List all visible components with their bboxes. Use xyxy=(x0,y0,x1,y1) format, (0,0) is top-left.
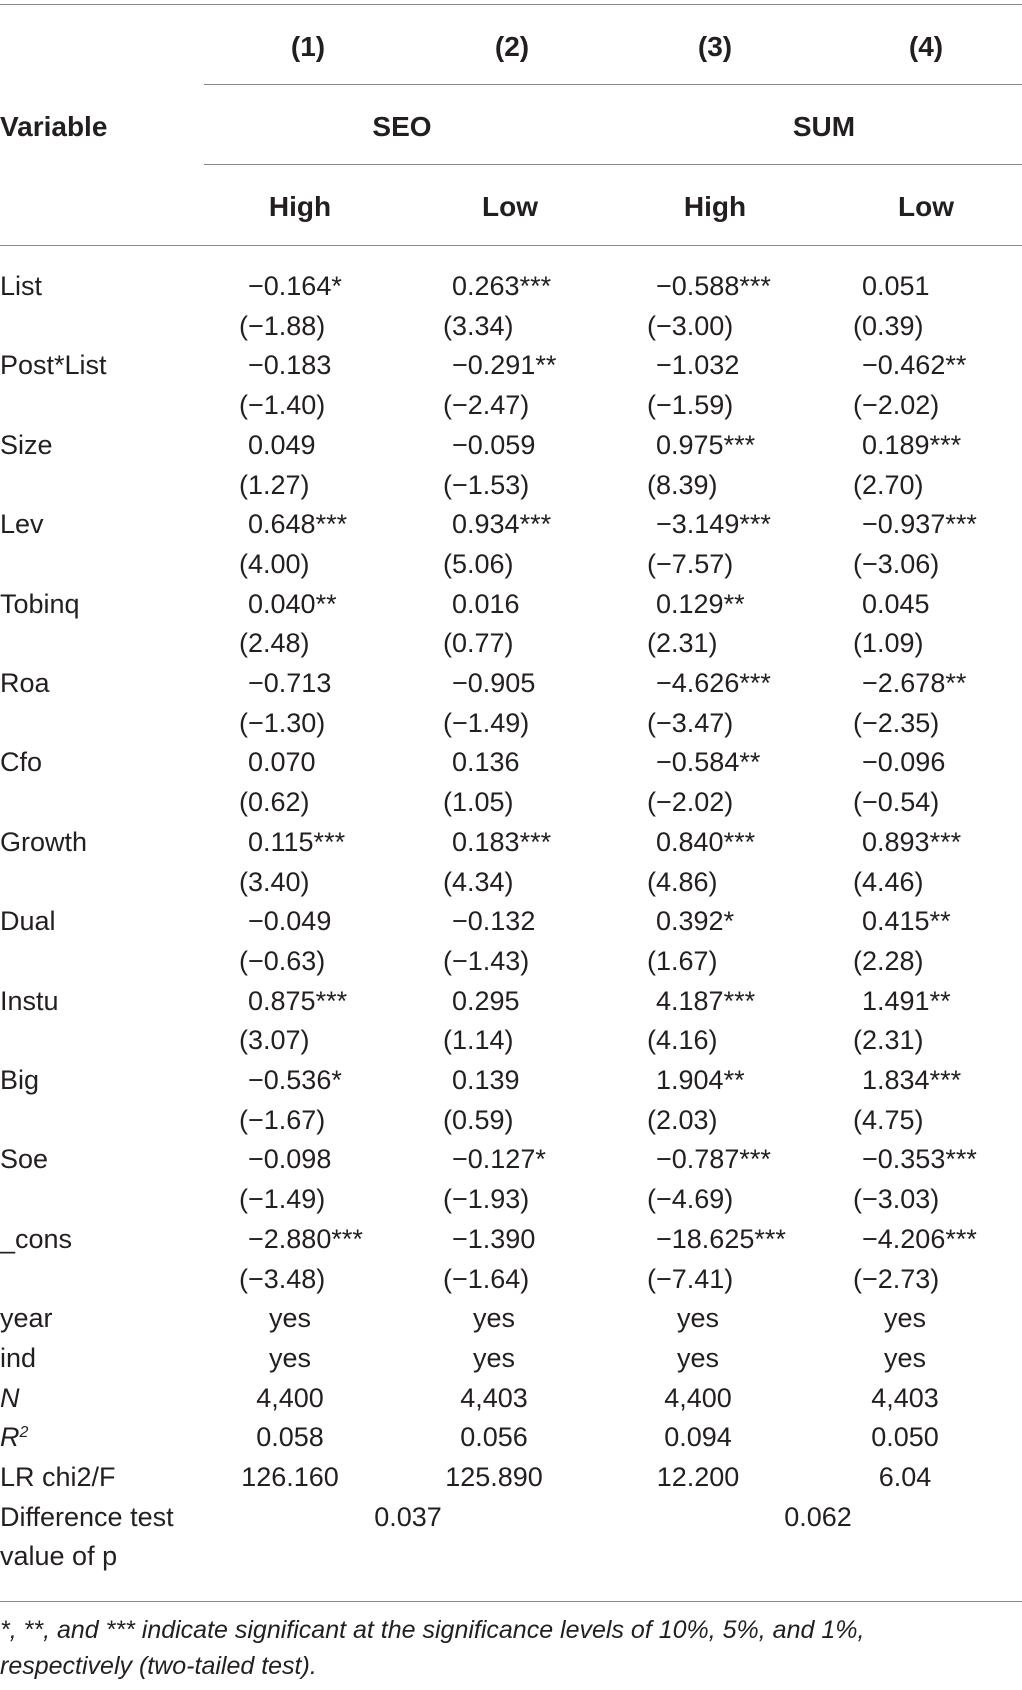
table-row xyxy=(0,941,1022,981)
variable-label: ind xyxy=(0,1342,37,1373)
t-stat-cell: (−2.35) xyxy=(853,707,940,738)
stat-cell: 0.050 xyxy=(871,1422,939,1453)
col-number-3: (3) xyxy=(697,31,733,62)
coef-cell: −0.059 xyxy=(452,429,536,460)
coef-cell: 0.129** xyxy=(656,588,745,619)
stat-cell: 12.200 xyxy=(656,1462,740,1492)
stat-cell: 4,403 xyxy=(871,1382,939,1413)
t-stat-cell: (−7.57) xyxy=(647,548,734,579)
t-stat-cell: (−1.59) xyxy=(647,390,734,421)
coef-cell: 4.187*** xyxy=(656,985,756,1016)
t-stat-cell: (−1.53) xyxy=(443,469,530,500)
coef-cell: −0.098 xyxy=(248,1144,332,1175)
t-stat-cell: (−1.49) xyxy=(239,1184,326,1215)
t-stat-cell: (4.86) xyxy=(647,866,718,897)
variable-name xyxy=(0,1378,20,1418)
t-stat-cell: (−1.88) xyxy=(239,310,326,341)
coef-cell: 0.040** xyxy=(248,588,337,619)
coef-cell: −0.937*** xyxy=(862,509,977,540)
variable-name: List xyxy=(0,271,43,301)
subgroup-header-3: High xyxy=(683,191,747,222)
stat-cell: 0.094 xyxy=(664,1422,732,1453)
coef-cell: −0.536* xyxy=(248,1065,342,1095)
variable-name xyxy=(0,1457,116,1497)
coef-cell: 0.893*** xyxy=(862,826,962,857)
coef-cell: −2.880*** xyxy=(248,1223,363,1254)
t-stat-cell: (−1.43) xyxy=(443,945,530,976)
t-stat-cell: (−1.93) xyxy=(443,1184,530,1215)
table-row xyxy=(0,1536,1022,1576)
header-rule-1 xyxy=(204,84,1022,85)
t-stat-cell: (0.62) xyxy=(239,787,310,818)
difference-p-value: 0.062 xyxy=(784,1501,852,1532)
header-bottom-rule xyxy=(0,245,1022,246)
t-stat-cell: (−1.67) xyxy=(239,1104,326,1135)
t-stat-cell: (2.48) xyxy=(239,628,310,659)
coef-cell: −0.584** xyxy=(656,747,761,778)
coef-cell: −0.049 xyxy=(248,906,332,937)
coef-cell: 0.840*** xyxy=(656,826,756,857)
coef-cell: 0.045 xyxy=(862,588,930,619)
t-stat-cell: (−1.49) xyxy=(443,707,530,738)
fixed-effect-cell: yes xyxy=(676,1303,720,1334)
variable-label: R xyxy=(0,1422,20,1453)
group-header-sum: SUM xyxy=(792,111,856,142)
coef-cell: 0.115*** xyxy=(248,826,346,857)
t-stat-cell: (8.39) xyxy=(647,469,718,500)
t-stat-cell: (4.16) xyxy=(647,1025,718,1056)
variable-name: Growth xyxy=(0,826,88,857)
table-row xyxy=(0,1457,1022,1497)
t-stat-cell: (−4.69) xyxy=(647,1184,734,1215)
variable-name: Cfo xyxy=(0,747,43,778)
table-row xyxy=(0,822,1022,862)
t-stat-cell: (−2.47) xyxy=(443,390,530,421)
subgroup-header-4: Low xyxy=(898,191,954,222)
fixed-effect-cell: yes xyxy=(472,1303,516,1334)
table-row xyxy=(0,1298,1022,1338)
t-stat-cell: (0.59) xyxy=(443,1104,514,1135)
t-stat-cell: (1.05) xyxy=(443,787,514,818)
coef-cell: 0.189*** xyxy=(862,429,962,460)
variable-name xyxy=(0,1338,36,1378)
coef-cell: 1.904** xyxy=(656,1065,745,1095)
t-stat-cell: (4.00) xyxy=(239,548,310,579)
stat-cell: 6.04 xyxy=(878,1462,932,1492)
table-row xyxy=(0,1219,1022,1259)
table-row xyxy=(0,1417,1022,1457)
coef-cell: 0.934*** xyxy=(452,509,552,540)
t-stat-cell: (2.31) xyxy=(647,628,718,659)
t-stat-cell: (5.06) xyxy=(443,548,514,579)
t-stat-cell: (3.07) xyxy=(239,1025,310,1056)
coef-cell: −0.096 xyxy=(862,747,946,778)
variable-name: _cons xyxy=(0,1223,73,1254)
table-row xyxy=(0,742,1022,782)
stat-cell: 4,400 xyxy=(664,1382,732,1413)
variable-name: Post*List xyxy=(0,350,107,381)
fixed-effect-cell: yes xyxy=(268,1303,312,1334)
coef-cell: −0.132 xyxy=(452,906,536,937)
variable-header: Variable xyxy=(0,111,108,142)
fixed-effect-cell: yes xyxy=(883,1342,927,1373)
coef-cell: −4.626*** xyxy=(656,668,771,698)
coef-cell: 0.648*** xyxy=(248,509,348,540)
variable-name: Roa xyxy=(0,668,50,698)
t-stat-cell: (3.34) xyxy=(443,310,514,341)
t-stat-cell: (0.77) xyxy=(443,628,514,659)
coef-cell: −2.678** xyxy=(862,668,967,698)
coef-cell: 0.875*** xyxy=(248,985,348,1016)
fixed-effect-cell: yes xyxy=(883,1303,927,1334)
coef-cell: −0.127* xyxy=(452,1144,546,1175)
table-row xyxy=(0,1378,1022,1418)
table-row xyxy=(0,584,1022,624)
coef-cell: 0.051 xyxy=(862,271,930,301)
table-row xyxy=(0,1020,1022,1060)
table-row xyxy=(0,782,1022,822)
t-stat-cell: (−3.03) xyxy=(853,1184,940,1215)
coef-cell: 0.049 xyxy=(248,429,316,460)
t-stat-cell: (−1.30) xyxy=(239,707,326,738)
coef-cell: 0.295 xyxy=(452,985,520,1016)
t-stat-cell: (1.27) xyxy=(239,469,310,500)
t-stat-cell: (4.34) xyxy=(443,866,514,897)
coef-cell: −0.713 xyxy=(248,668,332,698)
t-stat-cell: (0.39) xyxy=(853,310,924,341)
table-row xyxy=(0,345,1022,385)
variable-label: year xyxy=(0,1303,53,1334)
fixed-effect-cell: yes xyxy=(472,1342,516,1373)
variable-name: Lev xyxy=(0,509,44,540)
t-stat-cell: (1.14) xyxy=(443,1025,514,1056)
variable-label: LR chi2/F xyxy=(0,1462,116,1492)
t-stat-cell: (−2.02) xyxy=(647,787,734,818)
coef-cell: 0.183*** xyxy=(452,826,552,857)
coef-cell: −18.625*** xyxy=(656,1223,786,1254)
coef-cell: −3.149*** xyxy=(656,509,771,540)
t-stat-cell: (4.75) xyxy=(853,1104,924,1135)
t-stat-cell: (−1.64) xyxy=(443,1263,530,1294)
t-stat-cell: (2.70) xyxy=(853,469,924,500)
table-row xyxy=(0,306,1022,346)
t-stat-cell: (−3.00) xyxy=(647,310,734,341)
coef-cell: −0.588*** xyxy=(656,271,771,301)
stat-cell: 0.056 xyxy=(460,1422,528,1453)
difference-p-value: 0.037 xyxy=(374,1501,442,1532)
col-number-1: (1) xyxy=(290,31,326,62)
variable-label: N xyxy=(0,1382,20,1413)
stat-cell: 125.890 xyxy=(445,1462,543,1492)
table-row xyxy=(0,981,1022,1021)
subgroup-header-1: High xyxy=(268,191,332,222)
subgroup-header-2: Low xyxy=(482,191,538,222)
table-row xyxy=(0,385,1022,425)
variable-name: Instu xyxy=(0,985,59,1016)
t-stat-cell: (1.09) xyxy=(853,628,924,659)
variable-name xyxy=(0,1417,28,1457)
table-row xyxy=(0,425,1022,465)
table-footnote: *, **, and *** indicate significant at the significance levels of 10%, 5%, and 1%, respectively (two-tailed test). xyxy=(0,1616,865,1680)
fixed-effect-cell: yes xyxy=(676,1342,720,1373)
stat-cell: 4,400 xyxy=(256,1382,324,1413)
coef-cell: 0.139 xyxy=(452,1065,520,1095)
coef-cell: 1.834*** xyxy=(862,1065,962,1095)
table-row xyxy=(0,901,1022,941)
coef-cell: 0.263*** xyxy=(452,271,552,301)
t-stat-cell: (−2.02) xyxy=(853,390,940,421)
header-rule-2 xyxy=(204,164,1022,165)
table-row xyxy=(0,1060,1022,1100)
table-row xyxy=(0,544,1022,584)
table-row xyxy=(0,266,1022,306)
table-row xyxy=(0,1259,1022,1299)
table-row xyxy=(0,703,1022,743)
table-row xyxy=(0,1139,1022,1179)
t-stat-cell: (−3.48) xyxy=(239,1263,326,1294)
table-row xyxy=(0,465,1022,505)
group-header-seo: SEO xyxy=(372,111,432,142)
variable-name: Size xyxy=(0,429,53,460)
coef-cell: −0.905 xyxy=(452,668,536,698)
t-stat-cell: (2.31) xyxy=(853,1025,924,1056)
table-row xyxy=(0,1497,1022,1537)
t-stat-cell: (3.40) xyxy=(239,866,310,897)
table-row xyxy=(0,663,1022,703)
table-row xyxy=(0,1338,1022,1378)
variable-name: Dual xyxy=(0,906,56,937)
coef-cell: −0.787*** xyxy=(656,1144,771,1175)
coef-cell: −1.032 xyxy=(656,350,740,381)
t-stat-cell: (−0.54) xyxy=(853,787,940,818)
col-number-2: (2) xyxy=(494,31,530,62)
col-number-4: (4) xyxy=(908,31,944,62)
coef-cell: 0.016 xyxy=(452,588,520,619)
coef-cell: −0.183 xyxy=(248,350,332,381)
coef-cell: 0.392* xyxy=(656,906,735,937)
coef-cell: 0.415** xyxy=(862,906,951,937)
t-stat-cell: (−1.40) xyxy=(239,390,326,421)
coef-cell: −4.206*** xyxy=(862,1223,977,1254)
t-stat-cell: (−0.63) xyxy=(239,945,326,976)
variable-name: Big xyxy=(0,1065,40,1095)
coef-cell: −1.390 xyxy=(452,1223,536,1254)
t-stat-cell: (−3.06) xyxy=(853,548,940,579)
t-stat-cell: (4.46) xyxy=(853,866,924,897)
coef-cell: −0.164* xyxy=(248,271,342,301)
table-bottom-rule xyxy=(0,1601,1022,1602)
t-stat-cell: (1.67) xyxy=(647,945,718,976)
coef-cell: 0.070 xyxy=(248,747,316,778)
stat-cell: 0.058 xyxy=(256,1422,324,1453)
t-stat-cell: (2.03) xyxy=(647,1104,718,1135)
table-row xyxy=(0,862,1022,902)
coef-cell: −0.353*** xyxy=(862,1144,977,1175)
t-stat-cell: (−3.47) xyxy=(647,707,734,738)
t-stat-cell: (2.28) xyxy=(853,945,924,976)
table-top-rule xyxy=(0,4,1022,5)
t-stat-cell: (−7.41) xyxy=(647,1263,734,1294)
coef-cell: −0.291** xyxy=(452,350,557,381)
coef-cell: 0.975*** xyxy=(656,429,756,460)
table-row xyxy=(0,1179,1022,1219)
table-row xyxy=(0,504,1022,544)
coef-cell: 1.491** xyxy=(862,985,951,1016)
fixed-effect-cell: yes xyxy=(268,1342,312,1373)
variable-name: value of p xyxy=(0,1541,118,1572)
table-row xyxy=(0,623,1022,663)
variable-name: Difference test xyxy=(0,1501,174,1532)
superscript: 2 xyxy=(19,1424,29,1442)
coef-cell: 0.136 xyxy=(452,747,520,778)
t-stat-cell: (−2.73) xyxy=(853,1263,940,1294)
stat-cell: 4,403 xyxy=(460,1382,528,1413)
variable-name xyxy=(0,1298,53,1338)
variable-name: Soe xyxy=(0,1144,49,1175)
variable-name: Tobinq xyxy=(0,588,80,619)
stat-cell: 126.160 xyxy=(241,1462,339,1492)
coef-cell: −0.462** xyxy=(862,350,967,381)
table-row xyxy=(0,1100,1022,1140)
